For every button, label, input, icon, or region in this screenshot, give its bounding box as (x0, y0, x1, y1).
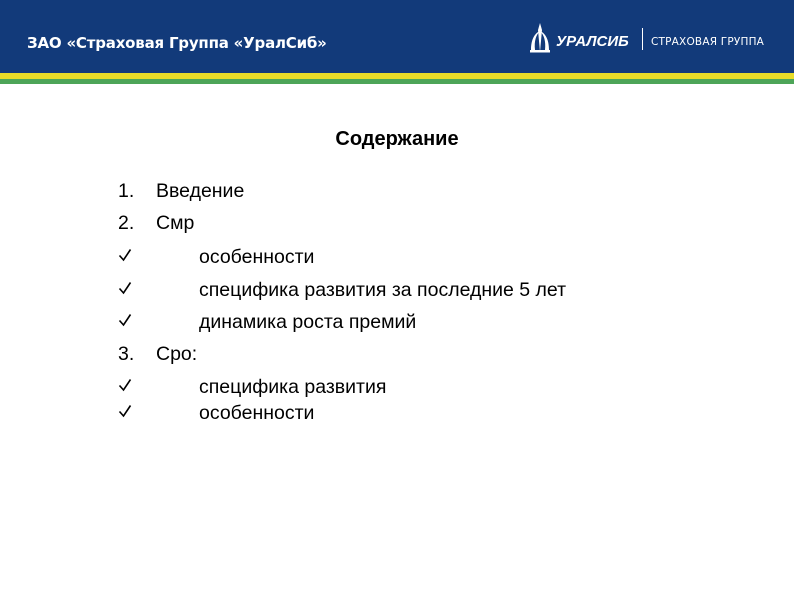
list-item-text: динамика роста премий (199, 311, 417, 333)
header-bar (0, 0, 794, 73)
list-number: 1. (118, 180, 135, 202)
logo-brand: УРАЛСИБ (556, 33, 629, 50)
list-item-text: специфика развития за последние 5 лет (199, 279, 567, 301)
logo-separator (642, 28, 643, 50)
list-item-text: Сро: (156, 343, 198, 365)
list-number: 3. (118, 343, 135, 365)
company-name: ЗАО «Страховая Группа «УралСиб» (27, 34, 327, 52)
uralsib-logo (529, 22, 769, 54)
list-item-text: особенности (199, 402, 315, 424)
check-icon (118, 313, 132, 327)
page-title: Содержание (335, 128, 459, 150)
check-icon (118, 378, 132, 392)
list-number: 2. (118, 212, 135, 234)
check-icon (118, 248, 132, 262)
check-icon (118, 281, 132, 295)
logo-subtitle: СТРАХОВАЯ ГРУППА (651, 36, 765, 48)
list-item-text: Введение (156, 180, 245, 202)
list-item-text: Смр (156, 212, 195, 234)
list-item-text: специфика развития (199, 376, 387, 398)
uralsib-emblem-icon (529, 22, 551, 54)
list-item-text: особенности (199, 246, 315, 268)
check-icon (118, 404, 132, 418)
stripe-green (0, 79, 794, 84)
